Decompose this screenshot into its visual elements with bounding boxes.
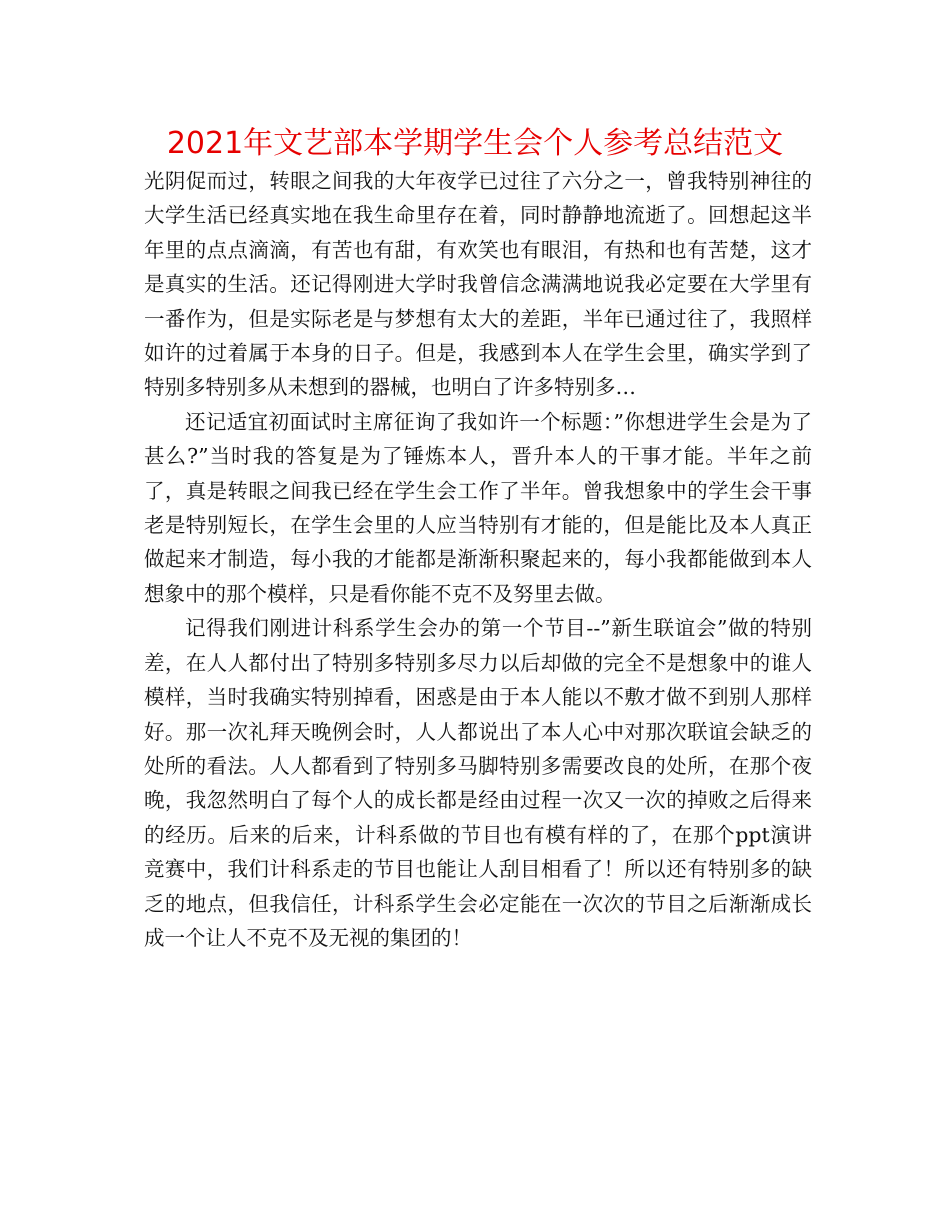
document-title: 2021年文艺部本学期学生会个人参考总结范文 <box>166 126 784 161</box>
paragraph-1: 光阴促而过，转眼之间我的大年夜学已过往了六分之一，曾我特别神往的大学生活已经真实地在我生命里存在着，同时静静地流逝了。回想起这半年里的点点滴滴，有苦也有甜，有欢笑也有眼泪，有热和也有苦楚，这才是真实的生活。还记得刚进大学时我曾信念满满地说我必定要在大学里有一番作为，但是实际老是与梦想有太大的差距，半年已通过往了，我照样如许的过着属于本身的日子。但是，我感到本人在学生会里，确实学到了特别多特别多从未想到的器械，也明白了许多特别多… <box>144 169 812 400</box>
document-body <box>144 164 812 955</box>
paragraph-2: 还记适宜初面试时主席征询了我如许一个标题：”你想进学生会是为了甚么?”当时我的答复是为了锤炼本人，晋升本人的干事才能。半年之前了，真是转眼之间我已经在学生会工作了半年。曾我想象中的学生会干事老是特别短长，在学生会里的人应当特别有才能的，但是能比及本人真正做起来才制造，每小我的才能都是渐渐积聚起来的，每小我都能做到本人想象中的那个模样，只是看你能不克不及努里去做。 <box>144 409 812 606</box>
paragraph-3: 记得我们刚进计科系学生会办的第一个节目--”新生联谊会”做的特别差，在人人都付出了特别多特别多尽力以后却做的完全不是想象中的谁人模样，当时我确实特别掉看，困惑是由于本人能以不敷才做不到别人那样好。那一次礼拜天晚例会时，人人都说出了本人心中对那次联谊会缺乏的处所的看法。人人都看到了特别多马脚特别多需要改良的处所，在那个夜晚，我忽然明白了每个人的成长都是经由过程一次又一次的掉败之后得来的经历。后来的后来，计科系做的节目也有模有样的了，在那个ppt演讲竞赛中，我们计科系走的节目也能让人刮目相看了！所以还有特别多的缺乏的地点，但我信任，计科系学生会必定能在一次次的节目之后渐渐成长成一个让人不克不及无视的集团的！ <box>144 616 812 950</box>
